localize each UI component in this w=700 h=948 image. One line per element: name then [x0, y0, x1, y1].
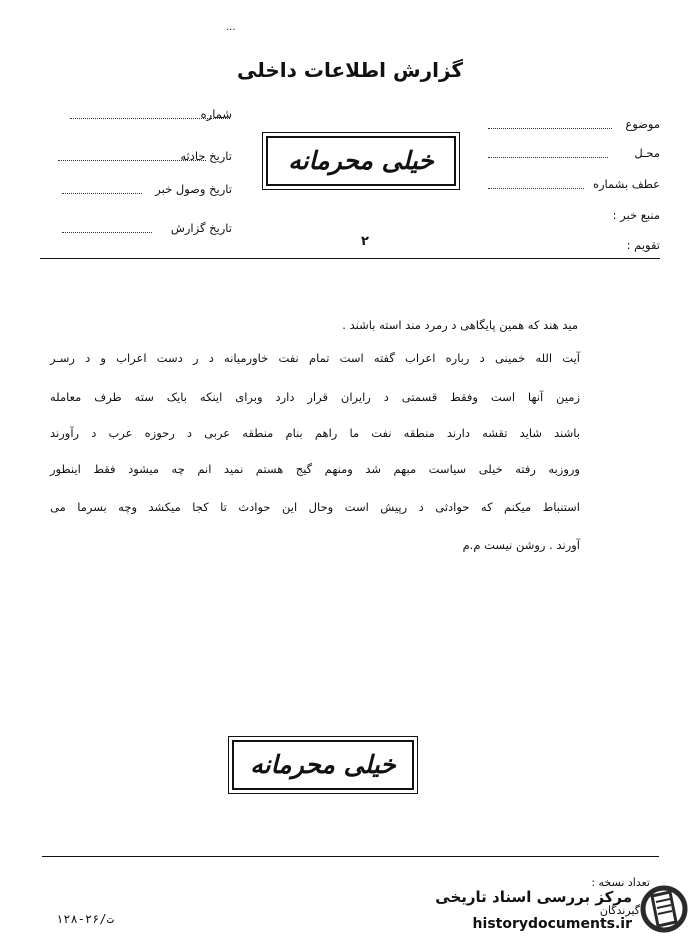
- subject-label: موضوع: [625, 117, 660, 131]
- confidential-stamp-bottom: خیلی محرمانه: [232, 740, 414, 790]
- reference-number-label: عطف بشماره: [592, 177, 660, 191]
- header-divider: [40, 258, 660, 259]
- body-line-7: آورند . روشن نیست م.م: [462, 538, 580, 552]
- page-number: ۲: [361, 234, 369, 249]
- reference-number-dotted-line: [488, 188, 584, 189]
- footer-divider: [42, 856, 659, 857]
- report-date-dotted-line: [62, 232, 152, 233]
- top-mark: ...: [226, 22, 236, 33]
- report-date-label: تاریخ گزارش: [170, 221, 232, 235]
- receipt-date-dotted-line: [62, 193, 142, 194]
- body-line-5: وروزبه رفته خیلی سیاست مبهم شد ومنهم گیج هستم نمید انم چه میشود فقط اینطور: [50, 462, 580, 476]
- body-line-1: مید هند که همین پایگاهی د رمرد مند استه باشند .: [342, 318, 578, 332]
- copies-label: تعداد نسخه :: [591, 876, 650, 889]
- page-title: گزارش اطلاعات داخلی: [236, 58, 464, 82]
- form-code: ۱۲۸-۲۶/ت: [56, 912, 114, 926]
- recipients-label: گیرندگان: [599, 904, 640, 917]
- archive-logo-icon: [640, 882, 688, 936]
- subject-dotted-line: [488, 128, 612, 129]
- number-label: شماره: [200, 107, 232, 121]
- calendar-label: تقویم :: [626, 238, 660, 252]
- number-dotted-line: [70, 118, 230, 119]
- incident-date-dotted-line: [58, 160, 206, 161]
- body-line-4: باشند شاید تقشه دارند منطقه نفت ما راهم بنام منطقه عربی د رحوزه عرب د رآورند: [50, 426, 580, 440]
- receipt-date-label: تاریخ وصول خبر: [155, 182, 232, 196]
- watermark-url: historydocuments.ir: [472, 916, 632, 932]
- body-line-2: آیت الله خمینی د رباره اعراب گفته است تمام نفت خاورمیانه د ر دست اعراب و د رسـر: [50, 351, 580, 365]
- body-line-6: استنباط میکنم که حوادثی د رپیش است وحال این حوادث تا کجا میکشد وچه بسرما می: [50, 500, 580, 514]
- location-label: محـل: [634, 146, 660, 160]
- confidential-stamp-top: خیلی محرمانه: [266, 136, 456, 186]
- watermark-title: مرکز بررسی اسناد تاریخی: [435, 888, 632, 906]
- location-dotted-line: [488, 157, 608, 158]
- incident-date-label: تاریخ حادثه: [180, 149, 232, 163]
- body-line-3: زمین آنها است وفقط قسمتی د رایران قرار دارد وبرای اینکه بایک سته طرف معامله: [50, 390, 580, 404]
- news-source-label: منبع خبر :: [612, 208, 660, 222]
- archive-logo: [640, 882, 688, 936]
